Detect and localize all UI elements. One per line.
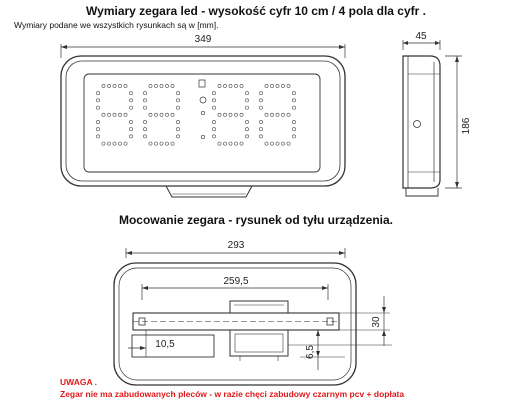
led-dot	[143, 135, 146, 138]
bracket-height-label: 30	[371, 316, 382, 328]
led-dot	[149, 113, 152, 116]
side-button-icon	[414, 121, 421, 128]
led-dot	[245, 128, 248, 131]
led-dot	[212, 92, 215, 95]
led-dot	[124, 142, 127, 145]
warning-text: Zegar nie ma zabudowanych pleców - w razie chęci zabudowy czarnym pcv + dopłata	[60, 389, 405, 399]
led-dot	[281, 84, 284, 87]
led-dot	[113, 113, 116, 116]
colon-dots	[199, 80, 206, 139]
led-dot	[223, 113, 226, 116]
units-note: Wymiary podane we wszystkich rysunkach są w [mm].	[14, 20, 219, 30]
side-view	[403, 40, 462, 196]
bottom-offset-label: 6,5	[305, 345, 316, 359]
led-dot	[171, 84, 174, 87]
led-dot	[118, 84, 121, 87]
led-dot	[165, 142, 168, 145]
led-digit	[259, 84, 295, 145]
clock-stand	[166, 186, 252, 197]
left-offset-label: 10,5	[155, 339, 175, 350]
led-dot	[176, 128, 179, 131]
led-dot	[229, 142, 232, 145]
front-view	[61, 44, 345, 197]
led-dot	[234, 142, 237, 145]
led-dot	[143, 99, 146, 102]
led-dot	[287, 84, 290, 87]
led-dot	[129, 120, 132, 123]
mount-width-outer-label: 293	[227, 240, 245, 251]
led-dot	[176, 120, 179, 123]
led-dot	[245, 106, 248, 109]
led-dot	[223, 142, 226, 145]
led-dot	[287, 142, 290, 145]
led-dot	[176, 135, 179, 138]
led-dot	[107, 113, 110, 116]
led-dot	[160, 84, 163, 87]
led-dot	[265, 142, 268, 145]
led-dot	[154, 84, 157, 87]
led-dot	[113, 84, 116, 87]
mounting-view	[114, 248, 392, 385]
led-dot	[259, 92, 262, 95]
led-dot	[259, 135, 262, 138]
led-dot	[171, 113, 174, 116]
led-dot	[292, 106, 295, 109]
led-dot	[270, 113, 273, 116]
led-dot	[212, 99, 215, 102]
led-dot	[245, 120, 248, 123]
led-dot	[245, 92, 248, 95]
led-dot	[265, 113, 268, 116]
led-dot	[124, 113, 127, 116]
led-dot	[223, 84, 226, 87]
led-dot	[240, 84, 243, 87]
led-dot	[96, 92, 99, 95]
led-dot	[176, 92, 179, 95]
led-dot	[234, 113, 237, 116]
led-dot	[154, 113, 157, 116]
led-dot	[218, 84, 221, 87]
led-dot	[113, 142, 116, 145]
side-depth-label: 45	[415, 31, 427, 42]
led-dot	[118, 142, 121, 145]
led-dot	[292, 135, 295, 138]
led-dot	[124, 84, 127, 87]
led-dot	[259, 120, 262, 123]
mounting-bracket	[230, 301, 288, 313]
led-dot	[143, 92, 146, 95]
led-dot	[149, 142, 152, 145]
led-dot	[281, 113, 284, 116]
led-dot	[176, 99, 179, 102]
led-dot	[165, 84, 168, 87]
led-dot	[118, 113, 121, 116]
led-dot	[270, 142, 273, 145]
led-digits	[96, 84, 295, 145]
led-dot	[96, 128, 99, 131]
display-window	[84, 74, 320, 172]
clock-housing	[61, 56, 345, 186]
side-body	[403, 56, 440, 188]
led-dot	[102, 113, 105, 116]
led-dot	[218, 113, 221, 116]
led-dot	[259, 106, 262, 109]
led-dot	[276, 113, 279, 116]
led-dot	[229, 113, 232, 116]
led-dot	[212, 135, 215, 138]
led-dot	[149, 84, 152, 87]
mounting-title: Mocowanie zegara - rysunek od tyłu urządzenia.	[118, 213, 394, 227]
led-dot	[276, 84, 279, 87]
led-dot	[154, 142, 157, 145]
led-dot	[287, 113, 290, 116]
led-dot	[143, 106, 146, 109]
led-digit	[212, 84, 248, 145]
led-dot	[240, 142, 243, 145]
led-dot	[107, 84, 110, 87]
led-dot	[143, 128, 146, 131]
led-dot	[96, 106, 99, 109]
led-dot	[234, 84, 237, 87]
led-dot	[212, 120, 215, 123]
led-dot	[129, 135, 132, 138]
led-dot	[165, 113, 168, 116]
led-dot	[212, 128, 215, 131]
led-dot	[96, 99, 99, 102]
led-dot	[281, 142, 284, 145]
led-dot	[171, 142, 174, 145]
sensor-icon	[200, 97, 206, 103]
led-dot	[265, 84, 268, 87]
led-dot	[160, 113, 163, 116]
led-dot	[259, 128, 262, 131]
led-dot	[245, 99, 248, 102]
led-dot	[96, 120, 99, 123]
led-dot	[259, 99, 262, 102]
led-dot	[96, 135, 99, 138]
page-title: Wymiary zegara led - wysokość cyfr 10 cm / 4 pola dla cyfr .	[86, 4, 426, 18]
led-dot	[107, 142, 110, 145]
front-width-label: 349	[194, 34, 212, 45]
led-dot	[292, 99, 295, 102]
led-dot	[212, 106, 215, 109]
led-dot	[276, 142, 279, 145]
warning-title: UWAGA .	[60, 377, 97, 387]
led-dot	[292, 92, 295, 95]
led-dot	[245, 135, 248, 138]
led-digit	[143, 84, 179, 145]
indicator-icon	[199, 80, 205, 87]
side-height-label: 186	[461, 117, 472, 135]
led-dot	[292, 128, 295, 131]
led-digit	[96, 84, 132, 145]
led-dot	[102, 142, 105, 145]
led-dot	[160, 142, 163, 145]
led-dot	[292, 120, 295, 123]
led-dot	[129, 106, 132, 109]
led-dot	[270, 84, 273, 87]
led-dot	[129, 92, 132, 95]
led-dot	[102, 84, 105, 87]
led-dot	[129, 128, 132, 131]
led-dot	[129, 99, 132, 102]
led-dot	[218, 142, 221, 145]
led-dot	[240, 113, 243, 116]
led-dot	[176, 106, 179, 109]
led-dot	[229, 84, 232, 87]
led-dot	[143, 120, 146, 123]
mount-width-inner-label: 259,5	[223, 276, 249, 287]
